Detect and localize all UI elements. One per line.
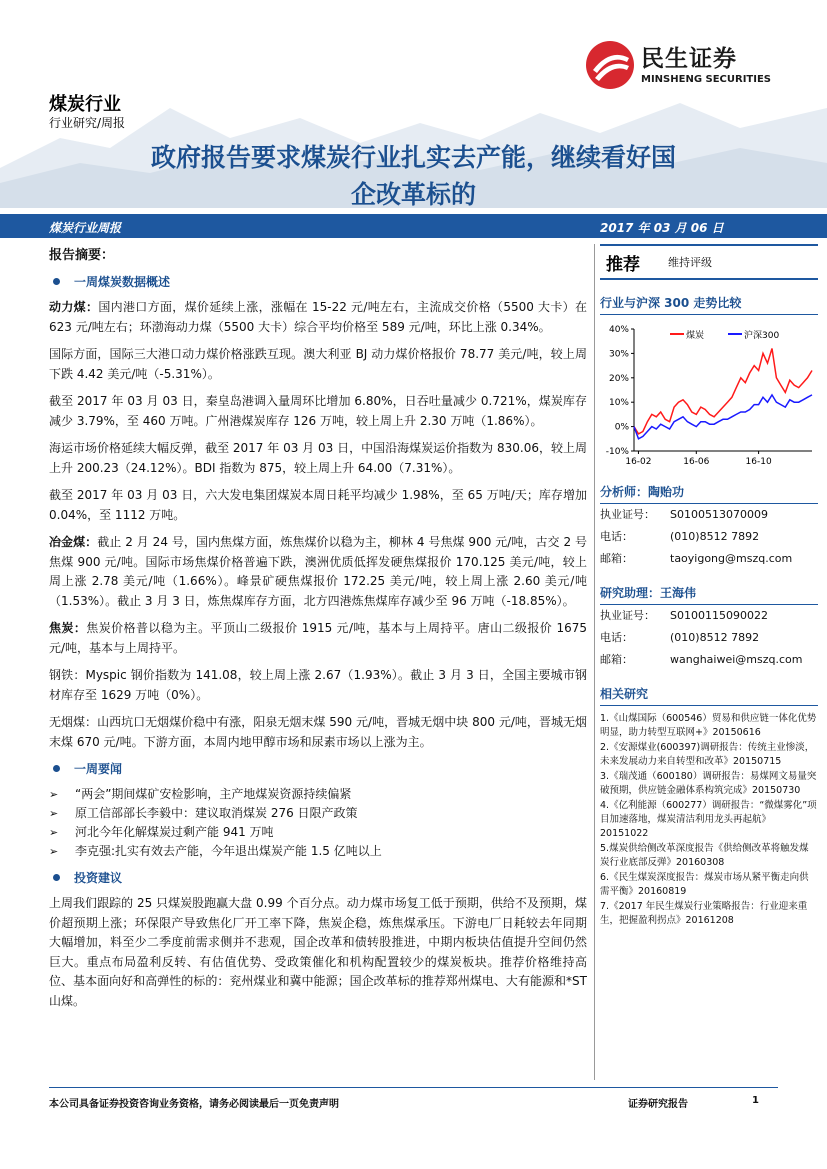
research-item[interactable]: 1.《山煤国际（600546）贸易和供应链一体化优势明显，助力转型互联网+》20150616 xyxy=(600,713,817,738)
analyst-contact xyxy=(600,504,818,570)
paragraph-lead: 冶金煤： xyxy=(49,535,98,549)
report-title-line2: 企改革标的 xyxy=(350,180,476,209)
series-line-coal xyxy=(634,349,812,434)
column-divider xyxy=(594,244,595,1080)
y-tick-label: 40% xyxy=(608,325,629,335)
contact-row xyxy=(600,627,818,649)
sidebar xyxy=(600,244,818,929)
paragraph-thermal-coal xyxy=(49,298,587,337)
arrow-bullet-icon: ➢ xyxy=(49,807,59,820)
research-item[interactable]: 7.《2017 年民生煤炭行业策略报告：行业迎来重生，把握盈利拐点》20161208 xyxy=(600,901,808,926)
contact-row xyxy=(600,605,818,627)
paragraph-steel: 钢铁：Myspic 钢价指数为 141.08，较上周上涨 2.67（1.93%）。截止 3 月 3 日，全国主要城市钢材库存至 1629 万吨（0%）。 xyxy=(49,668,587,702)
brand-logo xyxy=(585,40,785,100)
arrow-bullet-icon: ➢ xyxy=(49,845,59,858)
section-heading-coal-data xyxy=(49,273,587,290)
analyst-heading: 分析师：陶贻功 xyxy=(600,483,818,504)
band-report-name: 煤炭行业周报 xyxy=(49,221,122,235)
research-item[interactable]: 2.《安源煤业(600397)调研报告：传统主业惨淡，未来发展动力来自转型和改革》20150715 xyxy=(600,742,815,767)
rating: 推荐 xyxy=(606,254,640,275)
paragraph-investment: 上周我们跟踪的 25 只煤炭股跑赢大盘 0.99 个百分点。动力煤市场复工低于预期，供给不及预期，煤价超预期上涨；环保限产导致焦化厂开工率下降，焦炭企稳，炼焦煤承压。下游电厂日耗较去年同期大幅增加，料至少二季度前需求侧并不悲观，国企改革和债转股推进，中期内板块估值提升空间仍然巨大。重点布局盈利反转、有估值优势、受政策催化和机构配置较少的煤炭板块。推荐价格维持高位、基本面向好和高弹性的标的：兖州煤业和冀中能源；国企改革标的推荐郑州煤电、大有能源和*ST 山煤。 xyxy=(49,896,587,1008)
legend-label: 沪深300 xyxy=(744,331,780,341)
assistant-heading: 研究助理：王海伟 xyxy=(600,584,818,605)
contact-label: 电话： xyxy=(600,631,633,644)
contact-value: S0100115090022 xyxy=(670,609,768,622)
rating-note: 维持评级 xyxy=(668,256,712,269)
page-number: 1 xyxy=(752,1095,759,1106)
arrow-bullet-icon: ➢ xyxy=(49,788,59,801)
research-item[interactable]: 3.《瑞茂通（600180）调研报告：易煤网文易量突破预期，供应链金融体系构筑完成》20150730 xyxy=(600,771,817,796)
x-tick-label: 16-06 xyxy=(683,457,710,467)
paragraph-coke xyxy=(49,619,587,658)
contact-row xyxy=(600,504,818,526)
summary-column xyxy=(49,244,587,1019)
paragraph-coking-coal xyxy=(49,533,587,611)
x-tick-label: 16-10 xyxy=(745,457,772,467)
section-title: 一周煤炭数据概述 xyxy=(74,275,171,289)
section-title: 投资建议 xyxy=(74,871,123,885)
research-item[interactable]: 6.《民生煤炭深度报告：煤炭市场从紧平衡走向供需平衡》20160819 xyxy=(600,872,809,897)
band-date: 2017 年 03 月 06 日 xyxy=(600,221,724,235)
news-text: 原工信部部长李毅中：建议取消煤炭 276 日限产政策 xyxy=(75,806,358,820)
contact-value: (010)8512 7892 xyxy=(670,530,760,543)
news-item xyxy=(49,804,587,823)
paragraph-text: 截止 2 月 24 号，国内焦煤方面，炼焦煤价以稳为主，柳林 4 号焦煤 900 元/吨，古交 2 号焦煤 900 元/吨。国际市场焦煤价格普遍下跌，澳洲优质低挥发硬焦煤报价 170.125 美元/吨，较上周上涨 2.78 美元/吨（1.66%）。峰景矿硬焦煤报价 172.25 美元/吨，较上周上涨 2.60 美元/吨（1.53%）。截止 3 月 3 日，炼焦煤库存方面，北方四港炼焦煤库存减少至 96 万吨（-18.85%）。 xyxy=(49,535,587,608)
bullet-icon xyxy=(53,874,60,881)
summary-title: 报告摘要： xyxy=(49,248,115,263)
y-tick-label: 20% xyxy=(608,373,629,384)
contact-row xyxy=(600,649,818,671)
paragraph-shipping: 海运市场价格延续大幅反弹，截至 2017 年 03 月 03 日，中国沿海煤炭运价指数为 830.06，较上周上升 200.23（24.12%）。BDI 指数为 875，较上周上升 64.00（7.31%）。 xyxy=(49,441,587,475)
news-text: 李克强:扎实有效去产能，今年退出煤炭产能 1.5 亿吨以上 xyxy=(75,844,382,858)
contact-label: 邮箱： xyxy=(600,552,633,565)
contact-label: 电话： xyxy=(600,530,633,543)
report-type: 行业研究/周报 xyxy=(49,116,126,130)
paragraph-power-groups: 截至 2017 年 03 月 03 日，六大发电集团煤炭本周日耗平均减少 1.98%，至 65 万吨/天；库存增加 0.04%，至 1112 万吨。 xyxy=(49,488,587,522)
contact-label: 执业证号： xyxy=(600,609,655,622)
contact-email[interactable]: wanghaiwei@mszq.com xyxy=(670,653,803,666)
footer-report-type: 证券研究报告 xyxy=(628,1099,688,1110)
y-tick-label: 10% xyxy=(608,398,629,409)
paragraph-text: 焦炭价格普以稳为主。平顶山二级报价 1915 元/吨，基本与上周持平。唐山二级报价 1675 元/吨，基本与上周持平。 xyxy=(49,621,587,655)
related-research-list xyxy=(600,712,818,928)
report-title-line1: 政府报告要求煤炭行业扎实去产能，继续看好国 xyxy=(150,143,676,172)
news-text: 河北今年化解煤炭过剩产能 941 万吨 xyxy=(75,825,274,839)
paragraph-lead: 动力煤： xyxy=(49,300,99,314)
section-heading-investment xyxy=(49,869,587,886)
brand-name-cn: 民生证券 xyxy=(641,46,737,72)
industry-label: 煤炭行业 xyxy=(49,94,121,115)
section-heading-news xyxy=(49,760,587,777)
contact-row xyxy=(600,548,818,570)
contact-row xyxy=(600,526,818,548)
rating-box xyxy=(600,244,818,280)
contact-value: (010)8512 7892 xyxy=(670,631,760,644)
trend-chart xyxy=(600,319,818,469)
news-item xyxy=(49,842,587,861)
bullet-icon xyxy=(53,765,60,772)
news-text: “两会”期间煤矿安检影响，主产地煤炭资源持续偏紧 xyxy=(75,787,352,801)
section-title: 一周要闻 xyxy=(74,762,123,776)
paragraph-text: 国内港口方面，煤价延续上涨，涨幅在 15-22 元/吨左右，主流成交价格（5500 大卡）在 623 元/吨左右；环渤海动力煤（5500 大卡）综合平均价格至 589 元/吨，环比上涨 0.34%。 xyxy=(49,300,587,334)
footer-disclaimer: 本公司具备证券投资咨询业务资格，请务必阅读最后一页免责声明 xyxy=(49,1099,339,1110)
news-item xyxy=(49,823,587,842)
y-tick-label: 30% xyxy=(608,349,629,360)
assistant-contact xyxy=(600,605,818,671)
series-line-hs300 xyxy=(634,395,812,439)
legend-label: 煤炭 xyxy=(686,331,705,341)
contact-label: 邮箱： xyxy=(600,653,633,666)
paragraph-lead: 焦炭： xyxy=(49,621,87,635)
brand-name-en: MINSHENG SECURITIES xyxy=(641,74,771,85)
contact-label: 执业证号： xyxy=(600,508,655,521)
paragraph-international: 国际方面，国际三大港口动力煤价格涨跌互现。澳大利亚 BJ 动力煤价格报价 78.77 美元/吨，较上周下跌 4.42 美元/吨（-5.31%）。 xyxy=(49,347,587,381)
paragraph-anthracite: 无烟煤：山西坑口无烟煤价稳中有涨，阳泉无烟末煤 590 元/吨，晋城无烟中块 800 元/吨，晋城无烟末煤 670 元/吨。下游方面，本周内地甲醇市场和尿素市场以上涨为主。 xyxy=(49,715,587,749)
chart-heading: 行业与沪深 300 走势比较 xyxy=(600,294,818,315)
bullet-icon xyxy=(53,278,60,285)
contact-email[interactable]: taoyigong@mszq.com xyxy=(670,552,793,565)
y-tick-label: -10% xyxy=(605,447,629,457)
contact-value: S0100513070009 xyxy=(670,508,768,521)
research-item[interactable]: 4.《亿利能源（600277）调研报告：“微煤雾化”项目加速落地，煤炭清洁利用龙头再起航》20151022 xyxy=(600,800,817,839)
research-heading: 相关研究 xyxy=(600,685,818,706)
research-item[interactable]: 5.煤炭供给侧改革深度报告《供给侧改革将触发煤炭行业底部反弹》20160308 xyxy=(600,843,809,868)
footer-divider xyxy=(49,1087,778,1088)
x-tick-label: 16-02 xyxy=(625,457,652,467)
paragraph-port-stock: 截至 2017 年 03 月 03 日，秦皇岛港调入量周环比增加 6.80%，日吞吐量减少 0.721%，煤炭库存减少 3.79%，至 460 万吨。广州港煤炭库存 126 万吨，较上周上升 2.30 万吨（1.86%）。 xyxy=(49,394,587,428)
minsheng-logo-icon xyxy=(585,40,635,90)
news-item xyxy=(49,785,587,804)
y-tick-label: 0% xyxy=(614,422,629,433)
arrow-bullet-icon: ➢ xyxy=(49,826,59,839)
